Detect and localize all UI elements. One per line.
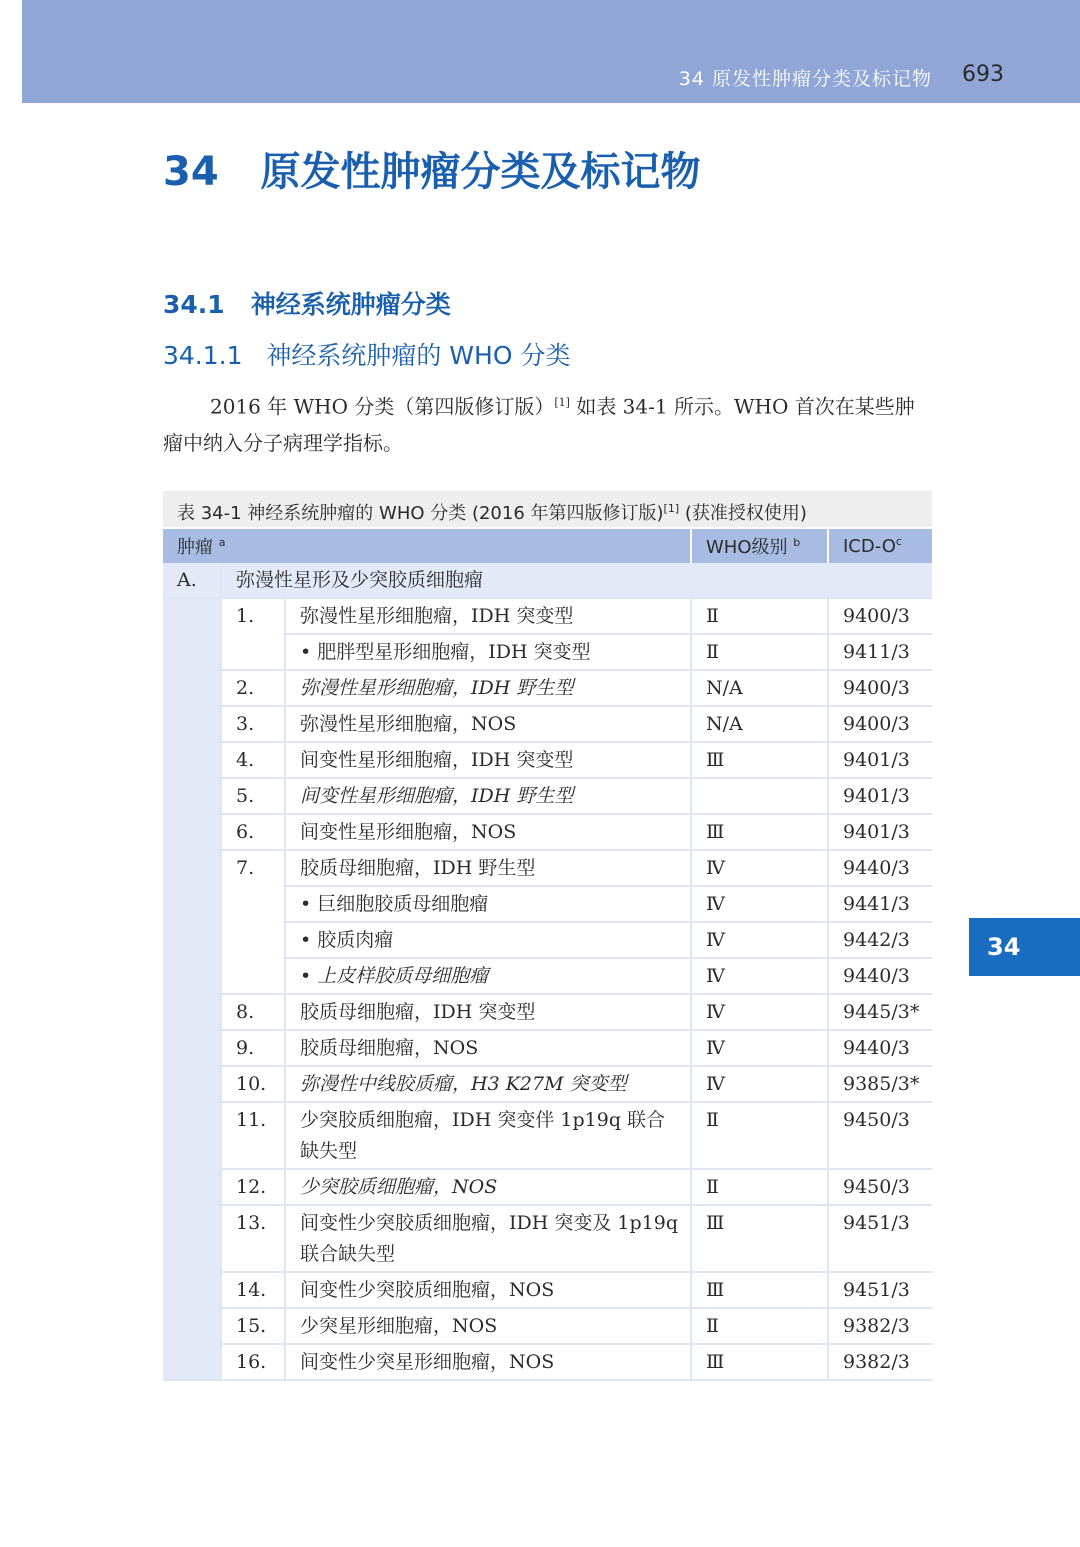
icdo-code: 9442/3 (828, 922, 932, 958)
tumor-name (285, 1272, 691, 1308)
who-grade: Ⅲ (691, 1344, 828, 1380)
who-grade: Ⅲ (691, 1272, 828, 1308)
row-number: 5. (221, 778, 285, 814)
icdo-code: 9450/3 (828, 1102, 932, 1169)
group-indent-cell (163, 598, 221, 1380)
icdo-code: 9400/3 (828, 670, 932, 706)
chapter-side-tab: 34 (969, 918, 1080, 976)
row-number: 10. (221, 1066, 285, 1102)
who-grade: N/A (691, 706, 828, 742)
who-grade: N/A (691, 670, 828, 706)
tumor-name-text: 少突胶质细胞瘤，NOS (300, 1176, 498, 1198)
row-number: 6. (221, 814, 285, 850)
tumor-name-text: 间变性星形细胞瘤，NOS (300, 821, 517, 843)
row-number: 2. (221, 670, 285, 706)
header-tumor: 肿瘤 $^a$ (163, 529, 691, 563)
icdo-code: 9450/3 (828, 1169, 932, 1205)
caption-text: 表 34-1 神经系统肿瘤的 WHO 分类 (2016 年第四版修订版) (177, 503, 664, 524)
section-title: 34.1 神经系统肿瘤分类 (163, 290, 451, 319)
icdo-code: 9440/3 (828, 850, 932, 886)
tumor-name-text: 弥漫性星形细胞瘤，NOS (300, 713, 517, 735)
who-grade: Ⅲ (691, 1205, 828, 1272)
icdo-code: 9411/3 (828, 634, 932, 670)
icdo-code: 9401/3 (828, 814, 932, 850)
row-number: 14. (221, 1272, 285, 1308)
who-grade: Ⅲ (691, 742, 828, 778)
tumor-name-text: 少突星形细胞瘤，NOS (300, 1315, 498, 1337)
icdo-code: 9382/3 (828, 1308, 932, 1344)
table-row (163, 1205, 932, 1272)
tumor-name-text: 间变性星形细胞瘤，IDH 突变型 (300, 749, 574, 771)
table-row (163, 706, 932, 742)
who-grade: Ⅱ (691, 1169, 828, 1205)
icdo-code: 9451/3 (828, 1272, 932, 1308)
tumor-name-text: 间变性少突星形细胞瘤，NOS (300, 1351, 555, 1373)
who-grade: Ⅳ (691, 850, 828, 886)
who-grade: Ⅱ (691, 634, 828, 670)
tumor-name-text: 间变性星形细胞瘤，IDH 野生型 (300, 785, 574, 807)
tumor-name (285, 1066, 691, 1102)
row-number: 3. (221, 706, 285, 742)
table-row (163, 1169, 932, 1205)
group-letter: A. (163, 563, 221, 598)
body-paragraph (163, 385, 933, 461)
who-grade: Ⅳ (691, 886, 828, 922)
tumor-name-text: 弥漫性星形细胞瘤，IDH 野生型 (300, 677, 574, 699)
tumor-name-text: 间变性少突胶质细胞瘤，IDH 突变及 1p19q 联合缺失型 (300, 1212, 678, 1265)
caption-suffix: (获准授权使用) (679, 503, 807, 524)
table-row (163, 1344, 932, 1380)
table-row (163, 778, 932, 814)
tumor-name (285, 1308, 691, 1344)
row-number: 7. (221, 850, 285, 994)
table-header-row (163, 529, 932, 563)
tumor-name-text: 肥胖型星形细胞瘤，IDH 突变型 (317, 641, 591, 663)
tumor-name (285, 778, 691, 814)
tumor-name (285, 1344, 691, 1380)
tumor-name (285, 634, 691, 670)
icdo-code: 9385/3* (828, 1066, 932, 1102)
table-caption (163, 491, 932, 527)
tumor-name-text: 胶质肉瘤 (317, 929, 394, 951)
tumor-name (285, 1205, 691, 1272)
table-row (163, 814, 932, 850)
who-grade: Ⅲ (691, 814, 828, 850)
header-icdo: ICD-$O^c$ (828, 529, 932, 563)
tumor-name (285, 922, 691, 958)
who-grade: Ⅳ (691, 1066, 828, 1102)
table-row (163, 1272, 932, 1308)
row-number: 13. (221, 1205, 285, 1272)
table-row (163, 742, 932, 778)
tumor-name (285, 598, 691, 634)
table-row (163, 1102, 932, 1169)
icdo-code: 9445/3* (828, 994, 932, 1030)
who-grade (691, 778, 828, 814)
icdo-code: 9382/3 (828, 1344, 932, 1380)
table-row (163, 1066, 932, 1102)
tumor-name (285, 706, 691, 742)
subsection-title: 34.1.1 神经系统肿瘤的 WHO 分类 (163, 341, 571, 370)
table-row (163, 1030, 932, 1066)
chapter-title: 34 原发性肿瘤分类及标记物 (163, 149, 701, 195)
table-row (163, 670, 932, 706)
who-grade: Ⅳ (691, 922, 828, 958)
row-number: 4. (221, 742, 285, 778)
tumor-name-text: 间变性少突胶质细胞瘤，NOS (300, 1279, 555, 1301)
row-number: 12. (221, 1169, 285, 1205)
row-number: 16. (221, 1344, 285, 1380)
who-grade: Ⅳ (691, 1030, 828, 1066)
row-number: 11. (221, 1102, 285, 1169)
who-grade: Ⅳ (691, 958, 828, 994)
tumor-name-text: 胶质母细胞瘤，IDH 突变型 (300, 1001, 536, 1023)
caption-ref: [1] (663, 502, 680, 515)
icdo-code: 9451/3 (828, 1205, 932, 1272)
tumor-name (285, 742, 691, 778)
header-who-grade: WHO级别 $^b$ (691, 529, 828, 563)
body-text-1: 2016 年 WHO 分类（第四版修订版） (210, 394, 555, 419)
icdo-code: 9401/3 (828, 778, 932, 814)
group-row (163, 563, 932, 598)
who-grade: Ⅱ (691, 598, 828, 634)
page-number: 693 (962, 62, 1004, 87)
body-ref: [1] (554, 396, 570, 409)
row-number: 9. (221, 1030, 285, 1066)
icdo-code: 9441/3 (828, 886, 932, 922)
tumor-name (285, 886, 691, 922)
tumor-name (285, 814, 691, 850)
tumor-name-text: 少突胶质细胞瘤，IDH 突变伴 1p19q 联合缺失型 (300, 1109, 666, 1162)
who-grade: Ⅳ (691, 994, 828, 1030)
tumor-name (285, 1030, 691, 1066)
who-grade: Ⅱ (691, 1102, 828, 1169)
tumor-name (285, 958, 691, 994)
row-number: 8. (221, 994, 285, 1030)
tumor-name-text: 弥漫性星形细胞瘤，IDH 突变型 (300, 605, 574, 627)
running-head: 34 原发性肿瘤分类及标记物 (678, 68, 932, 90)
tumor-name-text: 巨细胞胶质母细胞瘤 (317, 893, 489, 915)
tumor-name (285, 1102, 691, 1169)
row-number: 15. (221, 1308, 285, 1344)
who-grade: Ⅱ (691, 1308, 828, 1344)
icdo-code: 9440/3 (828, 1030, 932, 1066)
tumor-name-text: 胶质母细胞瘤，IDH 野生型 (300, 857, 536, 879)
tumor-name (285, 850, 691, 886)
table-row (163, 598, 932, 634)
tumor-name-text: 上皮样胶质母细胞瘤 (317, 965, 489, 987)
tumor-name (285, 1169, 691, 1205)
icdo-code: 9401/3 (828, 742, 932, 778)
tumor-name-text: 胶质母细胞瘤，NOS (300, 1037, 479, 1059)
icdo-code: 9400/3 (828, 598, 932, 634)
tumor-name (285, 670, 691, 706)
table-row (163, 850, 932, 886)
group-name: 弥漫性星形及少突胶质细胞瘤 (221, 563, 932, 598)
body-text-2: 如表 34-1 所示。WHO 首次在某些肿瘤中纳入分子病理学指标。 (163, 394, 915, 455)
table-row (163, 1308, 932, 1344)
tumor-name-text: 弥漫性中线胶质瘤，H3 K27M 突变型 (300, 1073, 627, 1095)
table-row (163, 994, 932, 1030)
tumor-table (163, 529, 932, 1381)
icdo-code: 9400/3 (828, 706, 932, 742)
row-number: 1. (221, 598, 285, 670)
tumor-name (285, 994, 691, 1030)
icdo-code: 9440/3 (828, 958, 932, 994)
